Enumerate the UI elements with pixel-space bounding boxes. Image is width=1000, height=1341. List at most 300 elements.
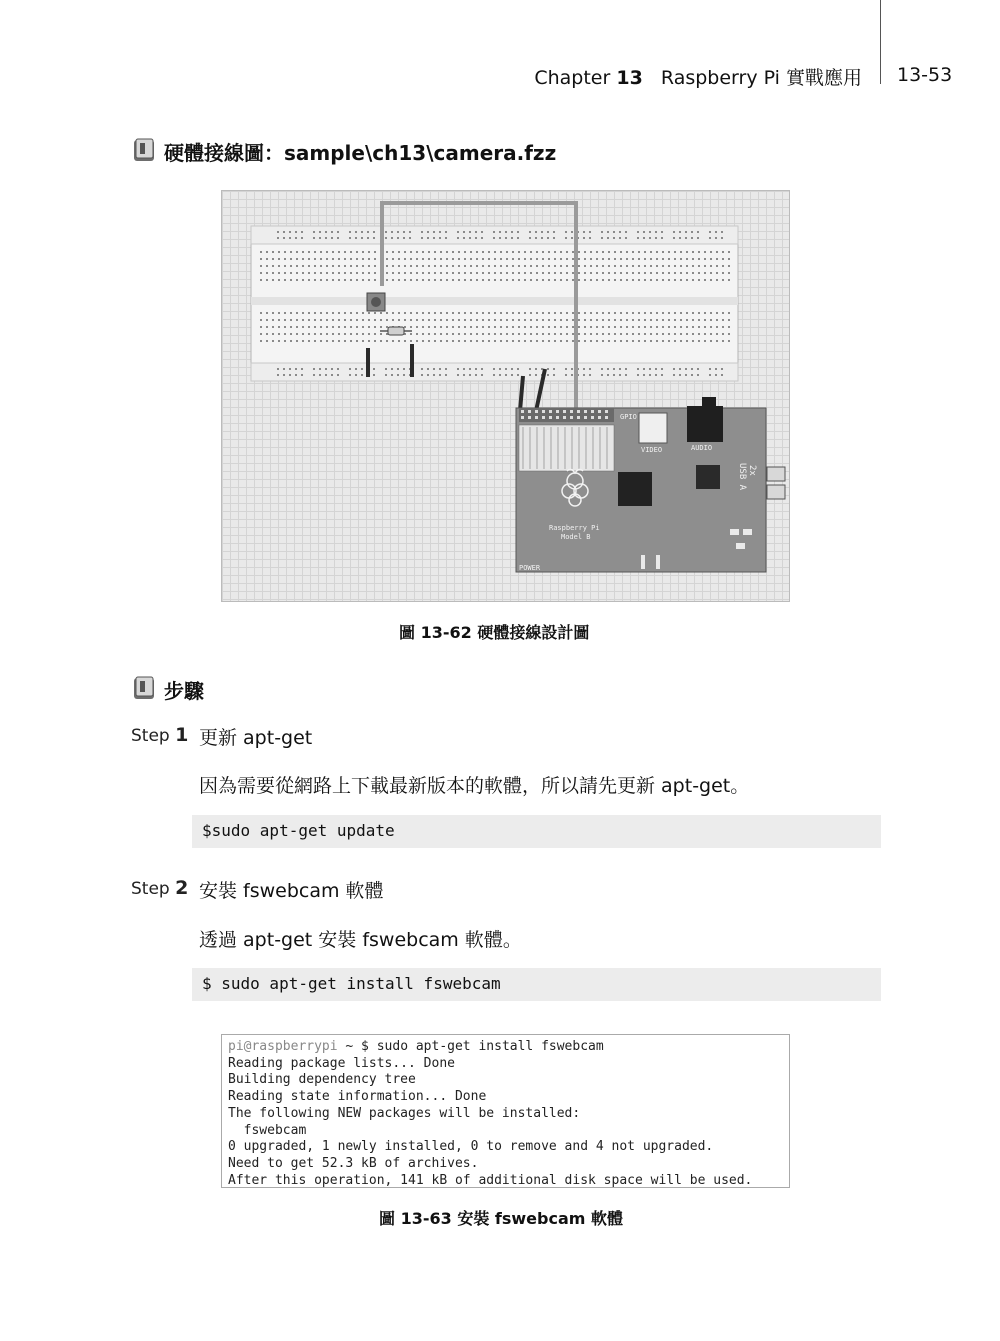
breadboard-hole <box>469 237 471 239</box>
breadboard-hole <box>475 368 477 370</box>
breadboard-hole <box>272 319 274 321</box>
breadboard-hole <box>590 272 592 274</box>
breadboard-hole <box>313 237 315 239</box>
breadboard-hole <box>560 326 562 328</box>
breadboard-hole <box>482 326 484 328</box>
breadboard-hole <box>332 251 334 253</box>
breadboard-hole <box>644 272 646 274</box>
breadboard-hole <box>566 312 568 314</box>
breadboard-hole <box>289 368 291 370</box>
breadboard-hole <box>536 333 538 335</box>
breadboard-hole <box>517 237 519 239</box>
breadboard-hole <box>302 251 304 253</box>
breadboard-hole <box>422 326 424 328</box>
breadboard-hole <box>385 374 387 376</box>
breadboard-hole <box>590 279 592 281</box>
breadboard-hole <box>590 333 592 335</box>
gpio-pin <box>584 410 587 413</box>
gpio-pin <box>542 416 545 419</box>
breadboard-hole <box>403 231 405 233</box>
breadboard-hole <box>632 251 634 253</box>
breadboard-hole <box>512 251 514 253</box>
breadboard-hole <box>674 326 676 328</box>
breadboard-hole <box>511 368 513 370</box>
breadboard-hole <box>428 251 430 253</box>
breadboard-hole <box>674 319 676 321</box>
breadboard-hole <box>434 258 436 260</box>
breadboard-hole <box>518 326 520 328</box>
breadboard-hole <box>572 312 574 314</box>
breadboard-hole <box>596 279 598 281</box>
usb-port-1 <box>767 467 785 481</box>
breadboard-hole <box>650 279 652 281</box>
breadboard-hole <box>626 319 628 321</box>
breadboard-hole <box>404 279 406 281</box>
breadboard-hole <box>541 231 543 233</box>
breadboard-hole <box>409 237 411 239</box>
breadboard-hole <box>326 258 328 260</box>
breadboard-hole <box>344 265 346 267</box>
breadboard-hole <box>590 258 592 260</box>
breadboard-hole <box>613 231 615 233</box>
breadboard-hole <box>674 312 676 314</box>
breadboard-hole <box>698 279 700 281</box>
breadboard-hole <box>277 237 279 239</box>
breadboard-hole <box>613 374 615 376</box>
breadboard-hole <box>458 326 460 328</box>
breadboard-hole <box>272 326 274 328</box>
breadboard-hole <box>602 326 604 328</box>
breadboard-hole <box>283 231 285 233</box>
breadboard-hole <box>679 368 681 370</box>
breadboard-hole <box>445 231 447 233</box>
breadboard-hole <box>500 312 502 314</box>
breadboard-hole <box>278 333 280 335</box>
breadboard-hole <box>332 333 334 335</box>
breadboard-hole <box>452 340 454 342</box>
breadboard-hole <box>680 272 682 274</box>
breadboard-hole <box>301 368 303 370</box>
breadboard-hole <box>260 333 262 335</box>
breadboard-hole <box>361 374 363 376</box>
breadboard-hole <box>704 258 706 260</box>
breadboard-hole <box>643 374 645 376</box>
breadboard-hole <box>506 258 508 260</box>
breadboard-hole <box>716 333 718 335</box>
gpio-pin <box>598 410 601 413</box>
breadboard-hole <box>260 340 262 342</box>
breadboard-hole <box>692 265 694 267</box>
breadboard-hole <box>626 258 628 260</box>
breadboard-hole <box>446 319 448 321</box>
breadboard-hole <box>337 368 339 370</box>
breadboard-hole <box>529 374 531 376</box>
breadboard-hole <box>416 312 418 314</box>
breadboard-hole <box>398 340 400 342</box>
breadboard-hole <box>386 258 388 260</box>
breadboard-hole <box>524 319 526 321</box>
breadboard-hole <box>662 272 664 274</box>
breadboard-hole <box>721 237 723 239</box>
breadboard-hole <box>704 319 706 321</box>
breadboard-hole <box>422 251 424 253</box>
gpio-pin <box>577 416 580 419</box>
breadboard-hole <box>410 340 412 342</box>
breadboard-hole <box>493 374 495 376</box>
terminal-line: The following NEW packages will be installed: <box>228 1105 581 1121</box>
breadboard-hole <box>529 368 531 370</box>
breadboard-hole <box>614 319 616 321</box>
breadboard-hole <box>266 258 268 260</box>
breadboard-hole <box>385 237 387 239</box>
breadboard-hole <box>373 374 375 376</box>
breadboard-hole <box>416 251 418 253</box>
breadboard-hole <box>427 374 429 376</box>
breadboard-hole <box>368 279 370 281</box>
breadboard-hole <box>374 319 376 321</box>
breadboard-hole <box>548 312 550 314</box>
breadboard-hole <box>272 265 274 267</box>
breadboard-hole <box>716 312 718 314</box>
breadboard-hole <box>518 272 520 274</box>
breadboard-hole <box>632 340 634 342</box>
breadboard-hole <box>644 279 646 281</box>
breadboard-hole <box>608 272 610 274</box>
breadboard-hole <box>458 279 460 281</box>
breadboard-hole <box>542 312 544 314</box>
breadboard-hole <box>464 340 466 342</box>
breadboard-hole <box>500 326 502 328</box>
breadboard-hole <box>355 231 357 233</box>
breadboard-hole <box>458 272 460 274</box>
breadboard-hole <box>524 326 526 328</box>
breadboard-hole <box>698 258 700 260</box>
breadboard-hole <box>356 258 358 260</box>
chapter-title: Raspberry Pi 實戰應用 <box>660 67 862 89</box>
breadboard-hole <box>506 272 508 274</box>
breadboard-hole <box>356 272 358 274</box>
breadboard-hole <box>716 340 718 342</box>
breadboard-hole <box>367 231 369 233</box>
breadboard-hole <box>296 258 298 260</box>
breadboard-hole <box>620 258 622 260</box>
breadboard-hole <box>554 251 556 253</box>
breadboard-hole <box>386 279 388 281</box>
breadboard-hole <box>698 340 700 342</box>
breadboard-hole <box>320 251 322 253</box>
breadboard-hole <box>494 312 496 314</box>
breadboard-hole <box>697 237 699 239</box>
breadboard-hole <box>434 272 436 274</box>
breadboard-hole <box>488 272 490 274</box>
breadboard-hole <box>302 258 304 260</box>
breadboard-hole <box>601 231 603 233</box>
breadboard-hole <box>422 265 424 267</box>
breadboard-hole <box>691 231 693 233</box>
breadboard-hole <box>710 340 712 342</box>
breadboard-hole <box>680 258 682 260</box>
step-number: 2 <box>175 877 189 899</box>
breadboard-hole <box>626 340 628 342</box>
breadboard-hole <box>404 319 406 321</box>
breadboard-hole <box>452 251 454 253</box>
breadboard-hole <box>385 231 387 233</box>
breadboard-hole <box>433 374 435 376</box>
breadboard-hole <box>386 272 388 274</box>
breadboard-hole <box>386 251 388 253</box>
breadboard-hole <box>296 340 298 342</box>
breadboard-hole <box>655 374 657 376</box>
breadboard-hole <box>409 231 411 233</box>
terminal-line: After this operation, 141 kB of additional disk space will be used. <box>228 1172 753 1188</box>
breadboard-hole <box>440 319 442 321</box>
breadboard-hole <box>728 340 730 342</box>
breadboard-hole <box>716 265 718 267</box>
breadboard-hole <box>506 340 508 342</box>
usb-2x-label: 2x <box>747 465 757 476</box>
breadboard-hole <box>632 279 634 281</box>
breadboard-hole <box>320 340 322 342</box>
breadboard-hole <box>326 333 328 335</box>
breadboard-hole <box>548 319 550 321</box>
breadboard-hole <box>548 272 550 274</box>
gpio-pin <box>535 416 538 419</box>
breadboard-hole <box>500 265 502 267</box>
breadboard-hole <box>602 279 604 281</box>
breadboard-hole <box>452 279 454 281</box>
breadboard-hole <box>476 326 478 328</box>
breadboard-hole <box>674 279 676 281</box>
breadboard-hole <box>445 368 447 370</box>
breadboard-hole <box>650 319 652 321</box>
breadboard-hole <box>607 374 609 376</box>
breadboard-hole <box>512 258 514 260</box>
breadboard-hole <box>493 231 495 233</box>
breadboard-hole <box>626 279 628 281</box>
breadboard-hole <box>362 258 364 260</box>
breadboard-hole <box>428 319 430 321</box>
breadboard-hole <box>613 368 615 370</box>
breadboard-hole <box>277 231 279 233</box>
breadboard-hole <box>548 333 550 335</box>
breadboard-hole <box>464 279 466 281</box>
page-number: 13-53 <box>897 64 953 86</box>
breadboard-hole <box>386 326 388 328</box>
breadboard-hole <box>266 272 268 274</box>
breadboard-hole <box>649 237 651 239</box>
breadboard-hole <box>356 251 358 253</box>
breadboard-hole <box>469 368 471 370</box>
breadboard-hole <box>536 312 538 314</box>
breadboard-hole <box>686 319 688 321</box>
breadboard-hole <box>434 251 436 253</box>
breadboard-hole <box>614 340 616 342</box>
breadboard-hole <box>614 265 616 267</box>
resistor <box>388 327 404 335</box>
breadboard-hole <box>632 326 634 328</box>
breadboard-hole <box>440 333 442 335</box>
breadboard-hole <box>440 251 442 253</box>
breadboard-hole <box>499 368 501 370</box>
breadboard-hole <box>602 272 604 274</box>
breadboard-hole <box>349 374 351 376</box>
breadboard-hole <box>410 312 412 314</box>
breadboard-hole <box>590 251 592 253</box>
breadboard-hole <box>260 258 262 260</box>
breadboard-hole <box>362 312 364 314</box>
breadboard-hole <box>698 326 700 328</box>
breadboard-hole <box>386 319 388 321</box>
breadboard-hole <box>314 340 316 342</box>
breadboard-hole <box>332 340 334 342</box>
breadboard-hole <box>644 326 646 328</box>
breadboard-hole <box>536 279 538 281</box>
breadboard-hole <box>674 258 676 260</box>
breadboard-hole <box>278 279 280 281</box>
breadboard-hole <box>290 265 292 267</box>
breadboard-hole <box>476 265 478 267</box>
breadboard-hole <box>295 231 297 233</box>
breadboard-hole <box>692 251 694 253</box>
breadboard-hole <box>541 237 543 239</box>
breadboard-hole <box>392 258 394 260</box>
gpio-pin <box>556 410 559 413</box>
breadboard-illustration <box>222 191 789 601</box>
breadboard-hole <box>692 272 694 274</box>
breadboard-hole <box>398 265 400 267</box>
breadboard-hole <box>428 312 430 314</box>
breadboard-hole <box>662 265 664 267</box>
audio-jack-top <box>702 397 716 407</box>
breadboard-hole <box>512 326 514 328</box>
breadboard-hole <box>698 333 700 335</box>
breadboard-hole <box>686 312 688 314</box>
breadboard-hole <box>710 326 712 328</box>
breadboard-hole <box>475 231 477 233</box>
breadboard-hole <box>679 231 681 233</box>
breadboard-hole <box>422 279 424 281</box>
gpio-pin <box>605 410 608 413</box>
breadboard-hole <box>697 231 699 233</box>
breadboard-hole <box>283 368 285 370</box>
breadboard-hole <box>500 340 502 342</box>
breadboard-hole <box>583 237 585 239</box>
breadboard-hole <box>422 333 424 335</box>
breadboard-hole <box>680 312 682 314</box>
breadboard-hole <box>350 258 352 260</box>
breadboard-hole <box>566 333 568 335</box>
breadboard-hole <box>296 312 298 314</box>
breadboard-hole <box>344 333 346 335</box>
breadboard-hole <box>355 237 357 239</box>
breadboard-hole <box>440 340 442 342</box>
breadboard-hole <box>392 340 394 342</box>
breadboard-hole <box>656 333 658 335</box>
breadboard-hole <box>572 340 574 342</box>
breadboard-hole <box>302 265 304 267</box>
breadboard-hole <box>488 258 490 260</box>
breadboard-hole <box>350 319 352 321</box>
breadboard-hole <box>722 251 724 253</box>
breadboard-hole <box>518 279 520 281</box>
breadboard-hole <box>457 368 459 370</box>
figure-1-caption: 圖 13-62 硬體接線設計圖 <box>399 623 590 642</box>
breadboard-hole <box>589 237 591 239</box>
breadboard-hole <box>320 272 322 274</box>
breadboard-hole <box>464 265 466 267</box>
breadboard-hole <box>476 312 478 314</box>
breadboard-hole <box>284 326 286 328</box>
breadboard-hole <box>325 374 327 376</box>
breadboard-hole <box>643 368 645 370</box>
breadboard-hole <box>584 279 586 281</box>
breadboard-hole <box>421 237 423 239</box>
breadboard-hole <box>355 368 357 370</box>
breadboard-hole <box>410 258 412 260</box>
breadboard-hole <box>680 319 682 321</box>
breadboard-hole <box>715 368 717 370</box>
breadboard-hole <box>530 326 532 328</box>
breadboard-hole <box>302 333 304 335</box>
breadboard-hole <box>620 265 622 267</box>
breadboard-hole <box>530 312 532 314</box>
breadboard-hole <box>596 319 598 321</box>
breadboard-hole <box>560 272 562 274</box>
breadboard-hole <box>482 340 484 342</box>
gpio-pin <box>563 416 566 419</box>
breadboard-hole <box>452 312 454 314</box>
breadboard-hole <box>326 326 328 328</box>
breadboard-hole <box>278 272 280 274</box>
breadboard-hole <box>709 374 711 376</box>
breadboard-hole <box>350 265 352 267</box>
gpio-pin <box>577 410 580 413</box>
breadboard-hole <box>710 272 712 274</box>
breadboard-hole <box>428 340 430 342</box>
breadboard-hole <box>278 312 280 314</box>
breadboard-hole <box>728 333 730 335</box>
breadboard-hole <box>709 368 711 370</box>
gpio-pin <box>591 416 594 419</box>
breadboard-hole <box>368 312 370 314</box>
breadboard-hole <box>661 231 663 233</box>
breadboard-hole <box>308 265 310 267</box>
breadboard-hole <box>500 251 502 253</box>
breadboard-hole <box>620 340 622 342</box>
breadboard-hole <box>596 272 598 274</box>
breadboard-hole <box>716 251 718 253</box>
breadboard-hole <box>331 231 333 233</box>
breadboard-hole <box>368 272 370 274</box>
breadboard-hole <box>548 326 550 328</box>
breadboard-hole <box>362 279 364 281</box>
breadboard-hole <box>290 333 292 335</box>
breadboard-hole <box>266 340 268 342</box>
breadboard-hole <box>548 279 550 281</box>
breadboard-hole <box>530 333 532 335</box>
breadboard-hole <box>698 265 700 267</box>
breadboard-hole <box>656 319 658 321</box>
breadboard-hole <box>397 231 399 233</box>
breadboard-hole <box>434 312 436 314</box>
breadboard-hole <box>566 326 568 328</box>
breadboard-hole <box>278 326 280 328</box>
breadboard-hole <box>349 231 351 233</box>
breadboard-hole <box>289 374 291 376</box>
breadboard-hole <box>446 333 448 335</box>
breadboard-hole <box>518 251 520 253</box>
gpio-pin <box>584 416 587 419</box>
